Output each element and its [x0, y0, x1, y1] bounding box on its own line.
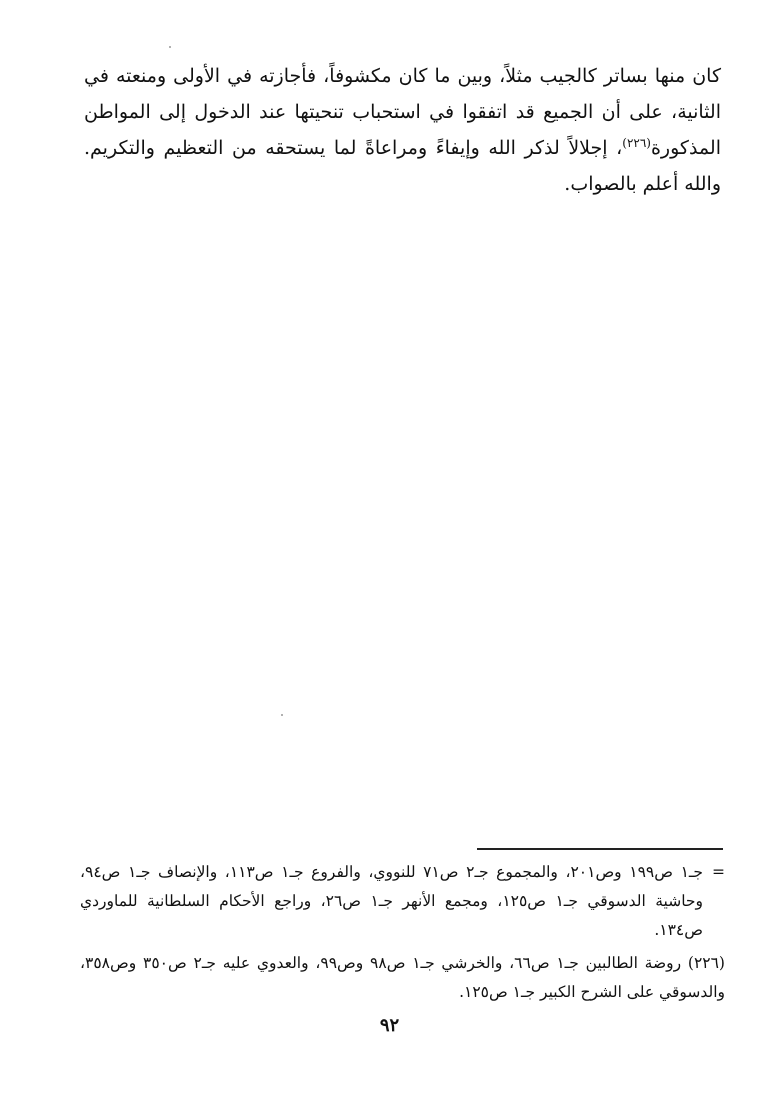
- scan-speck: [281, 714, 283, 716]
- paragraph-text-after-ref: ، إجلالاً لذكر الله وإيفاءً ومراعاةً لما يستحقه من التعظيم والتكريم. والله أعلم بالصواب.: [84, 137, 721, 195]
- footnote-continuation-text: جـ١ ص١٩٩ وص٢٠١، والمجموع جـ٢ ص٧١ للنووي، والفروع جـ١ ص١١٣، والإنصاف جـ١ ص٩٤، وحاشية الدسوقي جـ١ ص١٢٥، ومجمع الأنهر جـ١ ص٢٦، وراجع الأحكام السلطانية للماوردي ص١٣٤.: [80, 863, 704, 939]
- footnote-226: [80, 949, 725, 1007]
- footnote-divider: [477, 848, 723, 850]
- footnote-reference-226: (٢٢٦): [622, 136, 651, 150]
- footnote-continuation: [80, 858, 725, 945]
- main-text-block: [84, 58, 721, 202]
- footnote-226-text: (٢٢٦) روضة الطالبين جـ١ ص٦٦، والخرشي جـ١ ص٩٨ وص٩٩، والعدوي عليه جـ٢ ص٣٥٠ وص٣٥٨، والدسوقي على الشرح الكبير جـ١ ص١٢٥.: [80, 954, 725, 1001]
- footnotes-section: [80, 858, 725, 1011]
- paragraph-text-before-ref: كان منها بساتر كالجيب مثلاً، وبين ما كان مكشوفاً، فأجازته في الأولى ومنعته في الثانية، على أن الجميع قد اتفقوا في استحباب تنحيتها عند الدخول إلى المواطن المذكورة: [84, 65, 721, 159]
- body-paragraph: [84, 58, 721, 202]
- continuation-marker: =: [712, 863, 725, 881]
- page-number: ٩٢: [379, 1015, 400, 1036]
- scan-speck: [169, 46, 171, 48]
